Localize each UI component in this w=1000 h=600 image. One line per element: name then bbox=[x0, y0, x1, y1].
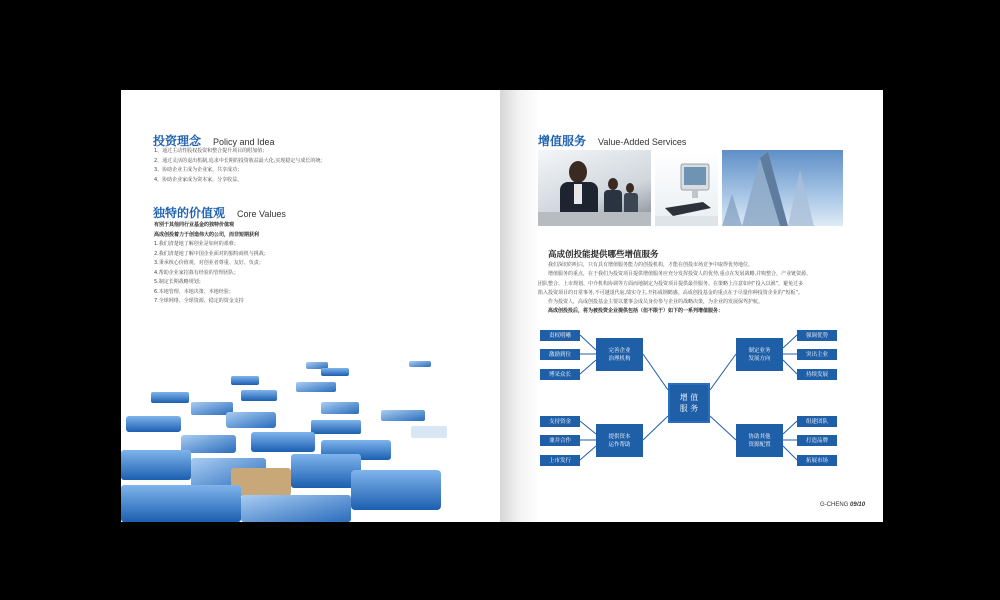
paragraph-line: 作为投资人，高成创投基金主要以董事会成员身份参与企业的战略决策，为企业的发展保驾护航。 bbox=[548, 299, 764, 306]
resources-box bbox=[736, 424, 783, 457]
bl-box: 支持资金 bbox=[540, 416, 580, 427]
capital-box bbox=[596, 424, 643, 457]
box-line: 发展方向 bbox=[748, 355, 771, 362]
policy-item: 2、通过灵活的退出机制,追求中长期的投资收益最大化,实现稳定与成长的统; bbox=[154, 157, 323, 164]
values-title-cn: 独特的价值观 bbox=[153, 206, 226, 220]
values-item: 5.制定长期战略规划； bbox=[154, 279, 204, 285]
box-line: 协助其他 bbox=[748, 433, 771, 440]
right-page bbox=[500, 90, 883, 522]
page-number bbox=[820, 502, 865, 508]
policy-item: 1、通过主动性股权投资和整合提升项目的附加值； bbox=[154, 148, 268, 154]
strategy-box bbox=[736, 338, 783, 371]
page-number-value: 09/10 bbox=[850, 502, 866, 508]
value-service-center-box bbox=[668, 383, 710, 423]
box-line: 资源配置 bbox=[748, 441, 771, 448]
center-line: 增 值 bbox=[679, 393, 699, 402]
paragraph-line: 团队整合、上市规划、中介机构协调等方面而地制定为投资项目提供最佳服务。在策略上注意如何“投入以渔”，避免过多 bbox=[538, 280, 804, 287]
governance-box bbox=[596, 338, 643, 371]
box-line: 治理机构 bbox=[608, 355, 631, 362]
brand-name: G-CHENG bbox=[820, 502, 849, 508]
services-title-en: Value-Added Services bbox=[598, 137, 687, 147]
services-title-cn: 增值服务 bbox=[538, 134, 587, 148]
values-item: 7.全球网络、全球资源、稳定的资金支持 bbox=[154, 298, 244, 304]
paragraph-lead: 高成创投投后，将为被投资企业提供包括（但不限于）如下的一系列增值服务： bbox=[548, 308, 724, 315]
values-item: 6.本地管理、本地决策、本地经验； bbox=[154, 288, 234, 295]
br-box: 拓展市场 bbox=[797, 455, 837, 466]
paragraph-line: 陷入投资项目的日常事务,不可越俎代庖,绩实夺主,开拓成钢鹤感。高成创投基金的重点在于尽量你种投资企业的“短板”。 bbox=[538, 289, 803, 296]
tl-box: 激励到位 bbox=[540, 349, 580, 360]
tr-box: 持续发展 bbox=[797, 369, 837, 380]
values-item: 4.帮助企业家招募有经验的管理团队； bbox=[154, 269, 239, 276]
center-line: 服 务 bbox=[679, 404, 699, 413]
policy-item: 3、协助企业主成为企业家，共享成功； bbox=[154, 167, 243, 173]
paragraph-line: 我们深切的明白，只有具有增值服务能力的创投机构，才能在创投市场竞争中取得优势地位。 bbox=[548, 262, 754, 268]
box-line: 提供资本 bbox=[608, 433, 631, 440]
paragraph-line: 增值服务的重点，在于我们为投资项目提供增值服务应充分发挥投资人的优势,重点在发展战略,并购整合，产业链资源、 bbox=[548, 271, 812, 278]
tr-box: 突出主业 bbox=[797, 349, 837, 360]
values-item: 1.我们清楚地了解创业是如何的艰难； bbox=[154, 241, 239, 247]
box-line: 制定业务 bbox=[748, 347, 771, 354]
values-bold-line: 有别于其他同行业基金的独特价值观 bbox=[154, 222, 235, 228]
tr-box: 强调优势 bbox=[797, 330, 837, 341]
policy-title-en: Policy and Idea bbox=[213, 137, 275, 147]
left-page bbox=[121, 90, 500, 522]
values-title-en: Core Values bbox=[237, 209, 286, 219]
tl-box: 责权明晰 bbox=[540, 330, 580, 341]
box-line: 运作帮助 bbox=[608, 441, 631, 448]
values-item: 2.我们清楚地了解中国企业面对的独特商机与挑战； bbox=[154, 250, 269, 257]
puzzle-illustration bbox=[121, 90, 500, 522]
services-subheading: 高成创投能提供哪些增值服务 bbox=[548, 250, 659, 260]
policy-item: 4、协助企业家成为资本家，分享收益。 bbox=[154, 176, 243, 183]
box-line: 完善企业 bbox=[608, 347, 631, 354]
br-box: 打造品牌 bbox=[797, 435, 837, 446]
policy-title-cn: 投资理念 bbox=[153, 134, 202, 148]
bl-box: 上市发行 bbox=[540, 455, 580, 466]
values-item: 3.秉承核心价值观，对创业者尊重、友好、负责； bbox=[154, 260, 264, 266]
tl-box: 博采众长 bbox=[540, 369, 580, 380]
br-box: 组建团队 bbox=[797, 416, 837, 427]
bl-box: 兼并合作 bbox=[540, 435, 580, 446]
values-bold-line: 高成创投着力于创造伟大的公司，而非短期获利 bbox=[154, 231, 260, 238]
